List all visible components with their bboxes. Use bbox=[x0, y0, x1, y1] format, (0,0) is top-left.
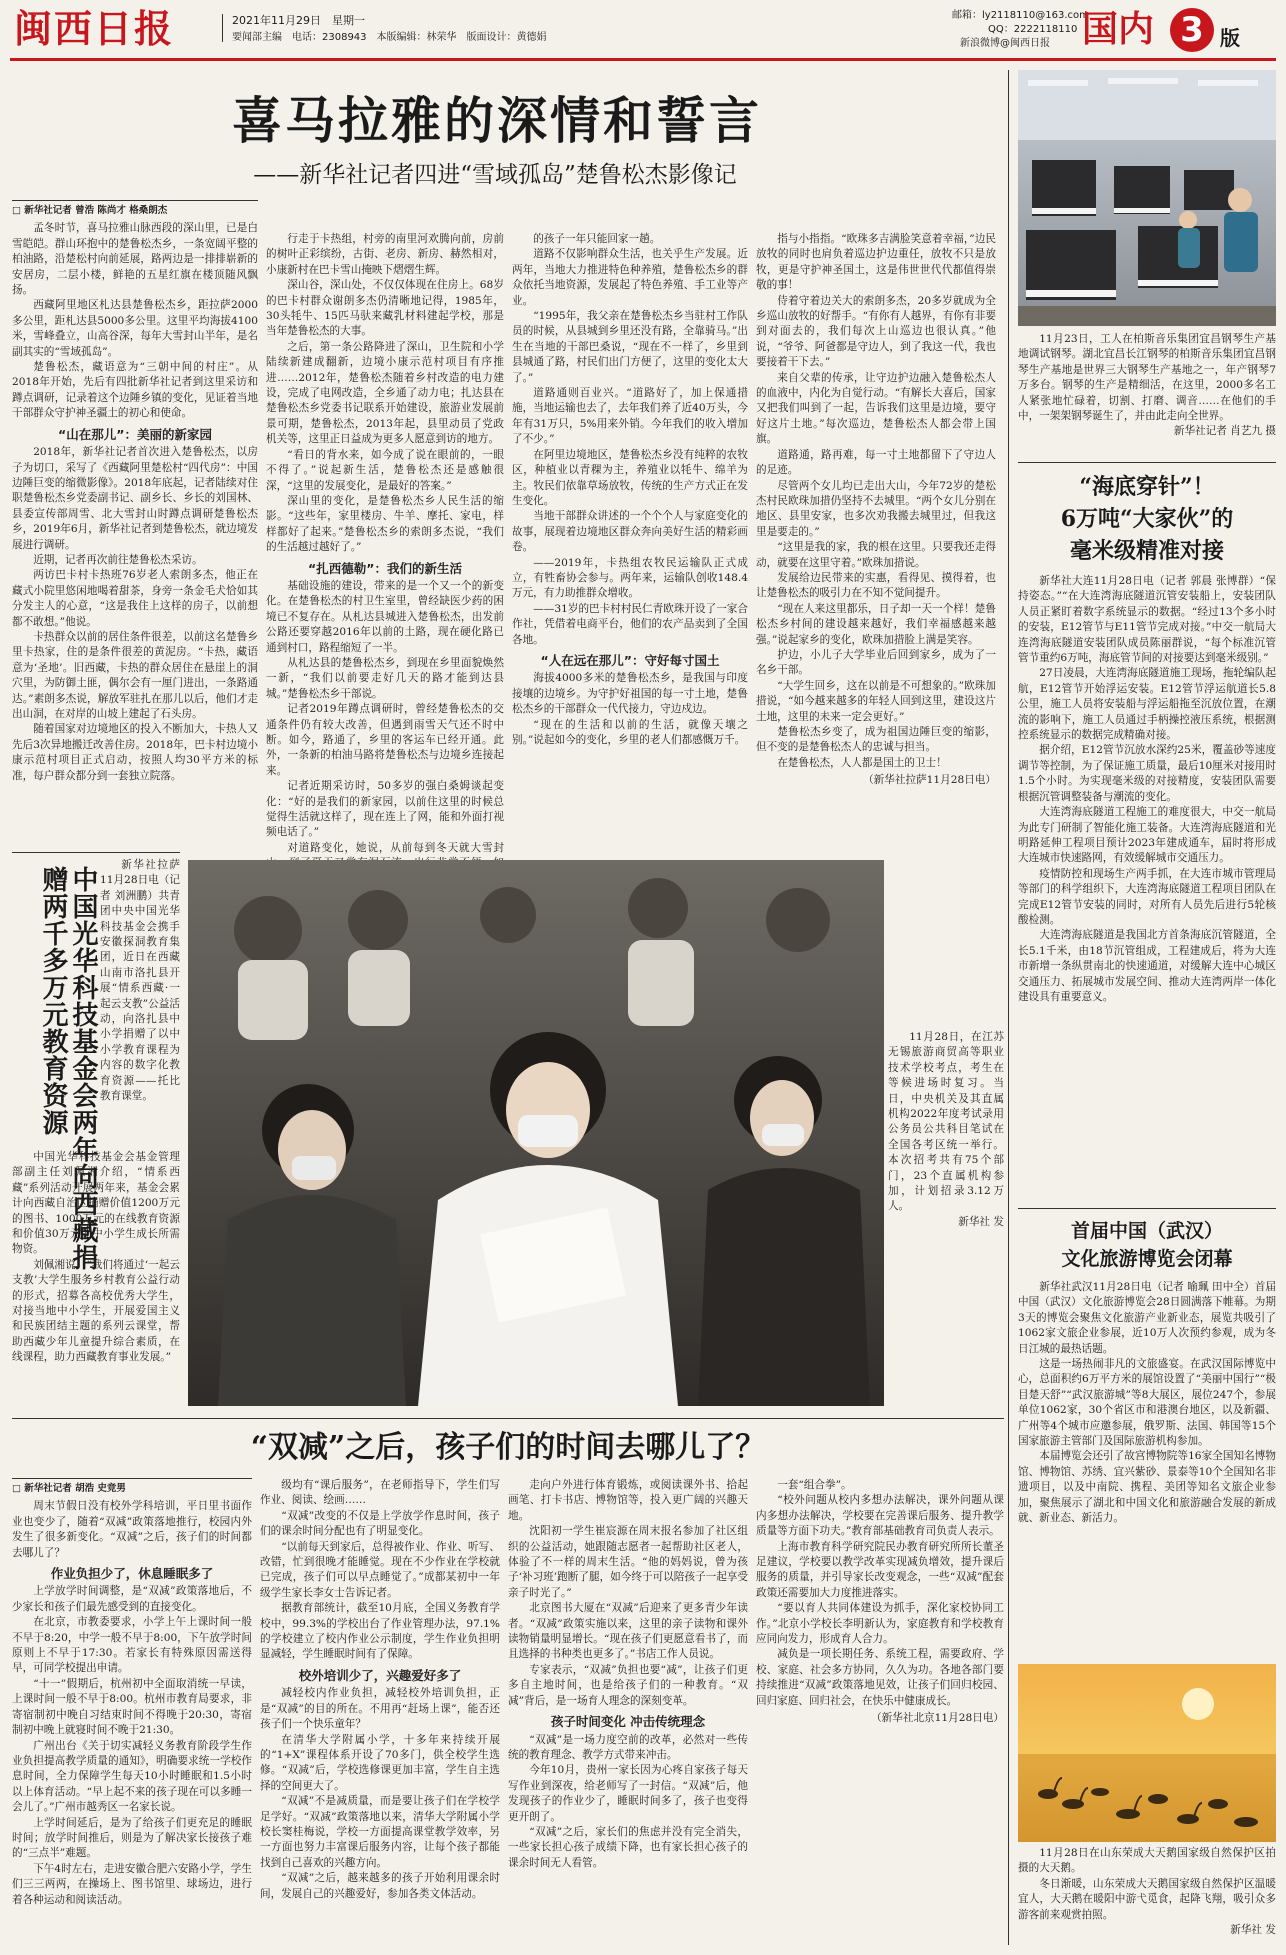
paragraph: 发展给边民带来的实惠，看得见、摸得着，也让楚鲁松杰的吸引力在不知不觉间提升。 bbox=[756, 571, 996, 600]
paragraph: 广州出台《关于切实减轻义务教育阶段学生作业负担提高教学质量的通知》，明确要求统一学校作息时间，全力保障学生每天10小时睡眠和1.5小时以上体育活动。“早上起不来的孩子现在可以多睡一会儿了。”广州市越秀区一名家长说。 bbox=[12, 1739, 252, 1814]
lead-column-2 bbox=[266, 232, 504, 854]
piano-caption-credit: 新华社记者 肖艺九 摄 bbox=[1173, 425, 1276, 438]
double-subhead-3: 孩子时间变化 冲击传统理念 bbox=[550, 1714, 706, 1730]
right-column-divider bbox=[1008, 70, 1009, 1945]
lead-col3-body-b bbox=[512, 671, 748, 748]
paragraph: “双减”改变的不仅是上学放学作息时间，孩子们的课余时间分配也有了明显变化。 bbox=[260, 1509, 500, 1538]
exam-caption-credit: 新华社 发 bbox=[958, 1215, 1004, 1228]
paragraph: “看日的背水来，如今成了说在眼前的，一眼不得了。”说起新生活，楚鲁松杰还是感触很深，“这里的发展变化，是最好的答案。” bbox=[266, 448, 504, 492]
donation-body-b bbox=[12, 1150, 180, 1420]
exam-photo bbox=[188, 860, 884, 1406]
swans-illustration bbox=[1018, 1664, 1276, 1842]
double-col2-body-b bbox=[260, 1686, 500, 1902]
paragraph: 刘佩湘说：“我们将通过‘一起云支教’大学生服务乡村教育公益行动的形式，招募各高校优秀大学生，对接当地中小学生，开展爱国主义和民族团结主题的系列云课堂，帮助西藏少年儿童提升综合素质，在线课程，助力西藏教育事业发展。” bbox=[12, 1258, 180, 1364]
expo-body bbox=[1018, 1280, 1276, 1652]
tunnel-title-b: 6万吨“大家伙”的 bbox=[1060, 506, 1234, 532]
piano-caption-text: 11月23日，工人在柏斯音乐集团宜昌钢琴生产基地调试钢琴。湖北宜昌长江钢琴的柏斯音乐集团宜昌钢琴生产基地是世界三大钢琴生产基地之一，年产钢琴7万多台。钢琴的生产是精细活，在这里，2000多名工人紧张地忙碌着，切割、打磨、调音……在他们的手中，一架架钢琴诞生了，并由此走向全世界。 bbox=[1018, 333, 1276, 423]
lead-column-3 bbox=[512, 232, 748, 850]
paragraph: ——2019年，卡热组农牧民运输队正式成立，有牲畜协会参与。两年来，运输队创收148.4万元，有力助推群众增收。 bbox=[512, 556, 748, 600]
double-column-3 bbox=[508, 1478, 748, 1946]
expo-title-b: 文化旅游博览会闭幕 bbox=[1061, 1248, 1233, 1270]
paragraph: 道路通，路再难，每一寸土地都留下了守边人的足迹。 bbox=[756, 448, 996, 477]
lead-subhead-2: “扎西德勒”：我们的新生活 bbox=[308, 560, 462, 576]
double-col3-body bbox=[508, 1478, 748, 1709]
paragraph: 楚鲁松杰乡变了，成为祖国边陲巨变的缩影，但不变的是楚鲁松杰人的忠诚与担当。 bbox=[756, 726, 996, 754]
paragraph: 在阿里边境地区，楚鲁松杰乡没有纯粹的农牧区，种植业以青稞为主，养殖业以牦牛、绵羊为主。牧民们依靠草场放牧，传统的生产方式正在发生变化。 bbox=[512, 448, 748, 507]
double-col3-body-b bbox=[508, 1733, 748, 1872]
paragraph: 下午4时左右，走进安徽合肥六安路小学，学生们三三两两，在操场上、图书馆里、球场边，进行着各种运动和阅读活动。 bbox=[12, 1862, 252, 1906]
paragraph: 行走于卡热组，村旁的南里河欢腾向前，房前的树叶正彩缤纷，古街、老房、新房、赫然相对，小康新村在巴卡雪山掩映下熠熠生辉。 bbox=[266, 233, 504, 276]
donation-body bbox=[100, 858, 180, 1148]
double-byline: □ 新华社记者 胡浩 史竞男 bbox=[12, 1478, 252, 1496]
double-col1-body-b bbox=[12, 1584, 252, 1908]
exam-illustration bbox=[188, 860, 884, 1406]
paragraph: 级均有“课后服务”，在老师指导下，学生们写作业、阅读、绘画…… bbox=[260, 1479, 500, 1507]
paragraph: 走向户外进行体育锻炼，或阅读课外书、拾起画笔、打卡书店、博物馆等，投入更广阔的兴趣天地。 bbox=[508, 1479, 748, 1522]
paragraph: 记者近期采访时，50多岁的强白桑姆谈起变化：“好的是我们的新家园，以前住这里的时候总觉得生活就这样了，现在连上了网，能和外面打视频电话了。” bbox=[266, 780, 504, 839]
piano-photo-caption bbox=[1018, 332, 1276, 458]
paragraph: “双减”之后，家长们的焦虑并没有完全消失，一些家长担心孩子成绩下降，也有家长担心孩子的课余时间无人看管。 bbox=[508, 1825, 748, 1869]
page-number-badge: 3 bbox=[1170, 8, 1214, 52]
paragraph: 上海市教育科学研究院民办教育研究所所长董圣足建议，学校要以教学改革实现减负增效，提升课后服务的质量，并引导家长改变观念，一些“双减”配套政策还需要加大力度推进落实。 bbox=[756, 1540, 1004, 1599]
newspaper-logo: 闽西日报 bbox=[14, 6, 175, 51]
paragraph: 减轻校内作业负担，减轻校外培训负担，正是“双减”的目的所在。不用再“赶场上课”，能否还孩子们一个快乐童年？ bbox=[260, 1687, 500, 1731]
paragraph: 中国光华科技基金会基金管理部副主任刘佩湘介绍，“情系西藏”系列活动开展两年来，基金会累计向西藏自治区捐赠价值1200万元的图书、1000万元的在线教育资源和价值30万元的中小学生成长所需物资。 bbox=[12, 1151, 180, 1256]
double-title: “双减”之后，孩子们的时间去哪儿了？ bbox=[250, 1430, 766, 1465]
paragraph: 本届博览会还引了故宫博物院等16家全国知名博物馆、博物馆、苏绣、宜兴紫砂、景泰等10个全国知名非遗项目，以及中南院、携程、美团等知名文旅企业参加，聚焦展示了湖北和中国文化和旅游融合发展的新成就、新业态、新活力。 bbox=[1018, 1450, 1276, 1525]
paragraph: 减负是一项长期任务、系统工程，需要政府、学校、家庭、社会多方协同，久久为功。各地各部门要持续推进“双减”政策落地见效，让孩子们回归校园、回归家庭、回归社会，在快乐中健康成长。 bbox=[756, 1648, 1004, 1707]
paragraph: “以前每天到家后，总得被作业、作业、听写、改错，忙到很晚才能睡觉。现在不少作业在学校就已完成，孩子们可以早点睡觉了。”成都某初中一年级学生家长李女士告诉记者。 bbox=[260, 1540, 500, 1599]
exam-photo-caption bbox=[888, 1030, 1004, 1406]
paragraph: 楚鲁松杰，藏语意为“三朝中间的村庄”。从2018年开始，先后有四批新华社记者到这里采访和蹲点调研，记录着这个边陲乡镇的变化，见证着当地干部群众守护神圣疆土的初心和使命。 bbox=[12, 361, 258, 420]
paragraph: “双减”是一场力度空前的改革，必然对一些传统的教育理念、教学方式带来冲击。 bbox=[508, 1733, 748, 1761]
piano-factory-photo bbox=[1018, 70, 1276, 326]
paragraph: 护边，小儿子大学毕业后回到家乡，成为了一名乡干部。 bbox=[756, 648, 996, 677]
donation-top-rule bbox=[12, 852, 180, 853]
paragraph: 卡热群众以前的居住条件很差，以前这名楚鲁乡里卡热家，住的是条件很差的黄泥房。“卡热，藏语意为‘圣地’。旧西藏，卡热的群众居住在悬崖上的洞穴里，为防御土匪，偶尔会有一厘门进出，一条路通达。”素朗多杰说，解放军驻扎在那儿以后，他们才走出山洞，在对岸的山坡上建起了石头房。 bbox=[12, 630, 258, 720]
paragraph: 新华社大连11月28日电（记者 郭晨 张博群）“保持姿态。”“在大连湾海底隧道沉管安装船上，安装团队人员正紧盯着数字系统显示的数据。“经过13个多小时的安装，E12管节与E11管节完成对接。”中交一航局大连湾海底隧道安装团队成员陈丽群说，“每个标准沉管管节重约6万吨，海底管节间的对接要达到毫米级别。” bbox=[1018, 575, 1276, 665]
paragraph: ——31岁的巴卡村村民仁青欧珠开设了一家合作社，凭借着电商平台，他们的农产品卖到了全国各地。 bbox=[512, 602, 748, 646]
lead-col1-body-b bbox=[12, 445, 258, 784]
paragraph: “现在人来这里都乐，日子却一天一个样！楚鲁松杰乡村间的建设越来越好，我们幸福感越来越强。”说起家乡的变化，欧珠加措脸上满是笑容。 bbox=[756, 602, 996, 646]
paragraph: 深山谷，深山处，不仅仅体现在住房上。68岁的巴卡村群众谢朗多杰仍清晰地记得，1985年，30头牦牛、15匹马驮来藏乳材料建起学校，那是当年楚鲁松杰的大事。 bbox=[266, 279, 504, 338]
paragraph: 周末节假日没有校外学科培训，平日里书面作业也变少了，随着“双减”政策落地推行，校园内外发生了很多新变化。“双减”之后，孩子们的时间都去哪儿了？ bbox=[12, 1500, 252, 1559]
lead-subhead-1: “山在那儿”：美丽的新家园 bbox=[58, 426, 212, 442]
lead-column-4 bbox=[756, 232, 996, 850]
exam-caption-text: 11月28日，在江苏无锡旅游商贸高等职业技术学校考点，考生在等候进场时复习。当日，中央机关及其直属机构2022年度考试录用公务员公共科目笔试在全国各考区统一举行。本次招考共有75个部门，23个直属机构参加，计划招录3.12万人。 bbox=[888, 1031, 1004, 1213]
masthead-rule bbox=[10, 58, 1276, 61]
swans-photo bbox=[1018, 1664, 1276, 1842]
double-subhead-2: 校外培训少了，兴趣爱好多了 bbox=[298, 1667, 462, 1683]
double-col1-body bbox=[12, 1499, 252, 1561]
paragraph: 一套“组合拳”。 bbox=[777, 1479, 852, 1491]
tunnel-top-rule bbox=[1018, 462, 1276, 463]
paragraph: 据教育部统计，截至10月底，全国义务教育学校中，99.3%的学校出台了作业管理办法，97.1%的学校建立了校内作业公示制度，学生作业负担明显减轻，学生睡眠时间有了保障。 bbox=[260, 1602, 500, 1661]
paragraph: 沈阳初一学生崔宸源在周末报名参加了社区组织的公益活动，她跟随志愿者一起帮助社区老人，体验了不一样的周末生活。“他的妈妈说，曾为孩子‘补习班’跑断了腿，如今终于可以陪孩子一起享受亲子时光了。” bbox=[508, 1525, 748, 1599]
paragraph: 的孩子一年只能回家一趟。 bbox=[533, 233, 661, 245]
double-credit: （新华社北京11月28日电） bbox=[871, 1712, 1004, 1725]
contact-email: 邮箱：ly2118110@163.com bbox=[952, 10, 1089, 21]
paragraph: 当地干部群众讲述的一个个个人与家庭变化的故事，展现着边境地区群众奔向美好生活的精彩画卷。 bbox=[512, 510, 748, 554]
lead-col3-body bbox=[512, 232, 748, 648]
swans-caption-credit: 新华社 发 bbox=[1230, 1924, 1276, 1937]
paragraph: 2018年，新华社记者首次进入楚鲁松杰，以房子为切口，采写了《西藏阿里楚松村“四代房”：中国边陲巨变的缩微影像》。2018年底起，记者陆续对住职楚鲁松杰乡党委副书记、副乡长、乡长的刘国林、县委宣传部周雪、北大雪封山时蹲点调研楚鲁松杰乡，2019年6月，新华社记者到楚鲁松杰，就边境发展进行调研。 bbox=[12, 446, 258, 551]
double-column-1 bbox=[12, 1478, 252, 1946]
paragraph: 据介绍，E12管节沉放水深约25米，覆盖砂等速度调节等控制，为了保证施工质量，最后10厘米对接用时1.5个小时。为实现毫米级的对接精度，安装团队需要根据沉管调整装备与潮流的变化。 bbox=[1018, 744, 1276, 803]
paragraph: 指与小指指。“欧珠多吉满脸笑意着幸福，”边民放牧的同时也肩负着巡边护边重任，放牧不只是放牧，更是守护神圣国土，这是伟世世代代都值得崇敬的事！ bbox=[756, 233, 996, 292]
piano-factory-illustration bbox=[1018, 70, 1276, 326]
paragraph: 新华社拉萨11月28日电（记者 刘洲鹏）共青团中央中国光华科技基金会携手安徽探洞教育集团，近日在西藏山南市洛扎县开展“情系西藏·一起云支教”公益活动，向洛扎县中小学捐赠了以中小学教育课程为内容的数字化教育资源——托比教育课堂。 bbox=[100, 859, 180, 1103]
swans-caption-text: 11月28日在山东荣成大天鹅国家级自然保护区拍摄的大天鹅。 bbox=[1018, 1847, 1276, 1875]
expo-top-rule bbox=[1018, 1208, 1276, 1209]
paragraph: “1995年，我父亲在楚鲁松杰乡当驻村工作队员的时候，从县城到乡里还没有路，全靠骑马。”出生在当地的干部巴桑说，“现在不一样了，乡里到县城通了路，村民们出门方便了，这里的变化太大了。” bbox=[512, 310, 748, 384]
issue-date: 2021年11月29日 星期一 bbox=[232, 14, 365, 27]
double-col2-body bbox=[260, 1478, 500, 1663]
paragraph: 上学放学时间调整，是“双减”政策落地后，不少家长和孩子们最先感受到的直接变化。 bbox=[12, 1585, 252, 1613]
expo-title-a: 首届中国（武汉） bbox=[1070, 1220, 1223, 1242]
paragraph: “要以育人共同体建设为抓手，深化家校协同工作。”北京小学校长李明新认为，家庭教育和学校教育应同向发力，形成育人合力。 bbox=[756, 1602, 1004, 1646]
paragraph: 西藏阿里地区札达县楚鲁松杰乡，距拉萨2000多公里，距札达县5000多公里。这里平均海拔4100米，雪峰叠立，山高谷深，每年大雪封山半年，是名副其实的“雪域孤岛”。 bbox=[12, 299, 258, 358]
paragraph: 新华社武汉11月28日电（记者 喻珮 田中全）首届中国（武汉）文化旅游博览会28日圆满落下帷幕。为期3天的博览会聚焦文化旅游产业新业态，展览共吸引了1062家文旅企业参展，近10万人次预约参观，成为冬日江城的最热话题。 bbox=[1018, 1281, 1276, 1355]
double-subhead-1: 作业负担少了，休息睡眠多了 bbox=[50, 1566, 214, 1582]
lead-col1-body bbox=[12, 221, 258, 421]
contact-weibo: 新浪微博@闽西日报 bbox=[960, 38, 1050, 49]
masthead-divider-left bbox=[222, 14, 223, 42]
editor-line: 要闻部主编 电话：2308943 本版编辑：林荣华 版面设计：黄德娟 bbox=[232, 32, 547, 43]
paragraph: 孟冬时节，喜马拉雅山脉西段的深山里，已是白雪皑皑。群山环抱中的楚鲁松杰乡，一条宽阔平整的柏油路，沿楚松村向前延展，路两边是一排排崭新的安居房，二层小楼，鲜艳的五星红旗在楼顶随风飘扬。 bbox=[12, 222, 258, 297]
lead-column-1 bbox=[12, 200, 258, 850]
paragraph: 上学时间延后，是为了给孩子们更充足的睡眠时间；放学时间推后，则是为了解决家长接孩子难的“三点半”难题。 bbox=[12, 1816, 252, 1860]
tunnel-title-a: “海底穿针”！ bbox=[1079, 474, 1215, 500]
paragraph: “现在的生活和以前的生活，就像天壤之别。”说起如今的变化，乡里的老人们都感慨万千。 bbox=[512, 718, 748, 746]
lead-subhead-3: “人在远在那儿”：守好每寸国土 bbox=[540, 652, 720, 668]
paragraph: 对道路变化，她说，从前每到冬天就大雪封 bbox=[287, 841, 504, 854]
lead-byline: □ 新华社记者 曾浩 陈尚才 格桑朗杰 bbox=[12, 200, 258, 218]
paragraph: 这是一场热闹非凡的文旅盛宴。在武汉国际博览中心，总面积约6万平方米的展馆设置了“美丽中国行”“极目楚天舒”“武汉旅游城”等8大展区，展位247个，参展单位1062家，30个省区市和港澳台地区，以及新疆、广州等4个城市应邀参展，俄罗斯、法国、韩国等15个国家旅游主管部门及国际旅游机构参加。 bbox=[1018, 1358, 1276, 1448]
paragraph: 在楚鲁松杰，人人都是国土的卫士！ bbox=[777, 756, 947, 769]
double-col4-body bbox=[756, 1478, 1004, 1709]
double-top-rule bbox=[12, 1418, 1004, 1419]
paragraph: 基础设施的建设，带来的是一个又一个的新变化。在楚鲁松杰的村卫生室里，曾经缺医少药的困境已不复存在。从札达县城进入楚鲁松杰，出发前公路还要穿越2016年以前的土路，现在硬化路已通到村口，路程缩短了一半。 bbox=[266, 579, 504, 654]
paragraph: 大连湾海底隧道工程施工的难度很大，中交一航局为此专门研制了智能化施工装备。大连湾海底隧道和光明路延伸工程项目预计2023年建成通车，届时将形成大连城市快速路网，有效缓解城市交通压力。 bbox=[1018, 806, 1276, 865]
paragraph: 今年10月，贵州一家长因为心疼自家孩子每天写作业到深夜，给老师写了一封信。“双减”后，他发现孩子的作业少了，睡眠时间多了，孩子也变得更开朗了。 bbox=[508, 1764, 748, 1823]
paragraph: “大学生回乡，这在以前是不可想象的。”欧珠加措说，“如今越来越多的年轻人回到这里，建设这片土地，这里的未来一定会更好。” bbox=[756, 679, 996, 723]
paragraph: 之后，第一条公路降进了深山，卫生院和小学陆续新建成翻新，边境小康示范村项目有序推进……2012年，楚鲁松杰随着乡村改造的电力建设，完成了电网改造，全乡通了动力电；扎达县在楚鲁松杰乡党委书记联系开始建设，旅游业发展前景可期，楚鲁松杰，2013年起，县里动员了党政机关等，这里正日益成为更多人愿意到访的地方。 bbox=[266, 340, 504, 446]
paragraph: 从札达县的楚鲁松杰乡，到现在乡里面貌焕然一新，“我们以前要走好几天的路才能到达县城。”楚鲁松杰乡干部说。 bbox=[266, 656, 504, 700]
tunnel-body bbox=[1018, 574, 1276, 1196]
lead-credit: （新华社拉萨11月28日电） bbox=[863, 774, 996, 787]
contact-qq: QQ：2222118110 bbox=[988, 24, 1078, 35]
page-suffix: 版 bbox=[1220, 26, 1240, 50]
lead-title: 喜马拉雅的深情和誓言 bbox=[232, 91, 762, 150]
paragraph: 近期，记者再次前往楚鲁松杰采访。 bbox=[33, 553, 203, 566]
section-label: 国内 bbox=[1082, 9, 1155, 50]
paragraph: “十一”假期后，杭州初中全面取消统一早读，上课时间一般不早于8:00。杭州市教育局要求，非寄宿制初中晚自习结束时间不得晚于20:30，寄宿制初中晚上就寝时间不晚于21:30。 bbox=[12, 1677, 252, 1737]
paragraph: 海拔4000多米的楚鲁松杰乡，是我国与印度接壤的边境乡。为守护好祖国的每一寸土地，楚鲁松杰乡的干部群众一代代接力，守边戍边。 bbox=[512, 672, 748, 716]
paragraph: “双减”不是减质量，而是要让孩子们在学校学足学好。“双减”政策落地以来，清华大学附属小学校长窦桂梅说，学校一方面提高课堂教学效率，另一方面也努力丰富课后服务内容，让每个孩子都能找到自己喜欢的兴趣方向。 bbox=[260, 1795, 500, 1869]
paragraph: 两访巴卡村卡热班76岁老人索朗多杰，他正在藏式小院里悠闲地喝着甜茶，身旁一条金毛犬恰如其分发主人的心意，“这是我住上这样的房子，以前想都不敢想。”他说。 bbox=[12, 569, 258, 628]
lead-col4-body bbox=[756, 232, 996, 771]
donation-title: 中国光华科技基金会两年向西藏捐赠两千多万元教育资源 bbox=[38, 866, 98, 1271]
paragraph: 来自父辈的传承，让守边护边融入楚鲁松杰人的血液中，内化为自觉行动。“有解长大喜后，国家又把我们叫到了一起，告诉我们这里是边境，要守好这片土地。”每次巡边，楚鲁松杰人都会带上国旗。 bbox=[756, 371, 996, 446]
paragraph: 尽管两个女儿均已走出大山，今年72岁的楚松杰村民欧珠加措仍坚持不去城里。“两个女儿分别在地区、县里安家，也多次劝我搬去城里过，但我这里是要走的。” bbox=[756, 479, 996, 538]
paragraph: “这里是我的家，我的根在这里。只要我还走得动，就要在这里守着。”欧珠加措说。 bbox=[756, 541, 996, 569]
tunnel-title-c: 毫米级精准对接 bbox=[1069, 538, 1224, 564]
paragraph: “校外问题从校内多想办法解决，课外问题从课内多想办法解决，学校要在完善课后服务、提升教学质量等方面下功夫。”教育部基础教育司负责人表示。 bbox=[756, 1494, 1004, 1538]
double-column-4 bbox=[756, 1478, 1004, 1946]
paragraph: 大连湾海底隧道是我国北方首条海底沉管隧道，全长5.1千米，由18节沉管组成，工程建成后，将为大连市新增一条纵贯南北的快速通道，对缓解大连中心城区交通压力、拓展城市发展空间、推动大连湾两岸一体化建设具有重要意义。 bbox=[1018, 929, 1276, 1003]
paragraph: 道路不仅影响群众生活，也关乎生产发展。近两年，当地大力推进特色种养殖，楚鲁松杰乡的群众依托当地资源，发展起了特色养殖、手工业等产业。 bbox=[512, 248, 748, 307]
paragraph: 深山里的变化，是楚鲁松杰乡人民生活的缩影。“这些年，家里楼房、牛羊、摩托、家电，样样都好了起来。”楚鲁松杰乡的索朗多杰说，“我们的生活越过越好了。” bbox=[266, 494, 504, 554]
paragraph: 记者2019年蹲点调研时，曾经楚鲁松杰的交通条件仍有较大改善，但遇到雨雪天气还不时中断。如今，路通了，乡里的客运车已经开通。此外，一条新的柏油马路将楚鲁松杰与边境乡连接起来。 bbox=[266, 703, 504, 777]
paragraph: 道路通则百业兴。“道路好了，加上保通措施，当地运输也去了，去年我们养了近40万头，今年有31万只，5%用来外销。今年我们的收入增加了不少。” bbox=[512, 387, 748, 446]
lead-col2-body bbox=[266, 232, 504, 556]
lead-col2-body-b bbox=[266, 579, 504, 887]
paragraph: 北京图书大厦在“双减”后迎来了更多青少年读者。“双减”政策实施以来，这里的亲子读物和课外读物销量明显增长。“现在孩子们更愿意看书了，而且选择的书种类也更多了。”书店工作人员说。 bbox=[508, 1602, 748, 1661]
paragraph: 在清华大学附属小学，十多年来持续开展的“1+X”课程体系开设了70多门，供全校学生选修。“双减”后，学校选修课更加丰富，学生自主选择的空间更大了。 bbox=[260, 1733, 500, 1792]
paragraph: 随着国家对边境地区的投入不断加大，卡热人又先后3次异地搬迁改善住房。2018年，巴卡村边境小康示范村项目正式启动，按照人均30平方米的标准，每户群众都分到一套独立院落。 bbox=[12, 723, 258, 782]
paragraph: 专家表示，“双减”负担也要“减”，让孩子们更多自主地时间，也是给孩子们的一种教育。“双减”背后，是一场育人理念的深刻变革。 bbox=[508, 1663, 748, 1707]
masthead bbox=[0, 0, 1286, 62]
swans-photo-caption bbox=[1018, 1846, 1276, 1946]
paragraph: 疫情防控和现场生产两手抓，在大连市城市管理局等部门的科学组织下，大连湾海底隧道工程项目团队在完成E12管节安装的同时，对所有人员先后进行5轮核酸检测。 bbox=[1018, 867, 1276, 926]
paragraph: 27日凌晨，大连湾海底隧道施工现场，拖轮编队起航，E12管节开始浮运安装。E12管节浮运航道长5.8公里，施工人员将安装船与浮运船拖至沉放位置，在潮流的影响下，施工人员通过手柄操控液压系统，根据测控系统显示的数据完成精确对接。 bbox=[1018, 667, 1276, 742]
lead-subtitle: ——新华社记者四进“雪域孤岛”楚鲁松杰影像记 bbox=[253, 162, 737, 188]
paragraph: 侍着守着边关大的索朗多杰，20多岁就成为全乡巡山放牧的好帮手。“有你有人越界，有你有非要到对面去的，我们每次上山巡边也很认真。”他说，“爷爷、阿爸都是守边人，到了我这一代，我也要接着干下去。” bbox=[756, 294, 996, 369]
double-column-2 bbox=[260, 1478, 500, 1946]
paragraph: 在北京，市教委要求，小学上午上课时间一般不早于8:20，中学一般不早于8:00，下午放学时间原则上不早于17:30。若家长有特殊原因需送得早，可同学校提出申请。 bbox=[12, 1616, 252, 1675]
paragraph: “双减”之后，越来越多的孩子开始利用课余时间，发展自己的兴趣爱好，参加各类文体活动。 bbox=[260, 1872, 500, 1900]
swans-caption-text-2: 冬日渐暖，山东荣成大天鹅国家级自然保护区温暖宜人，大天鹅在暖阳中游弋觅食，起降飞翔，吸引众多游客前来观赏拍照。 bbox=[1018, 1877, 1276, 1921]
